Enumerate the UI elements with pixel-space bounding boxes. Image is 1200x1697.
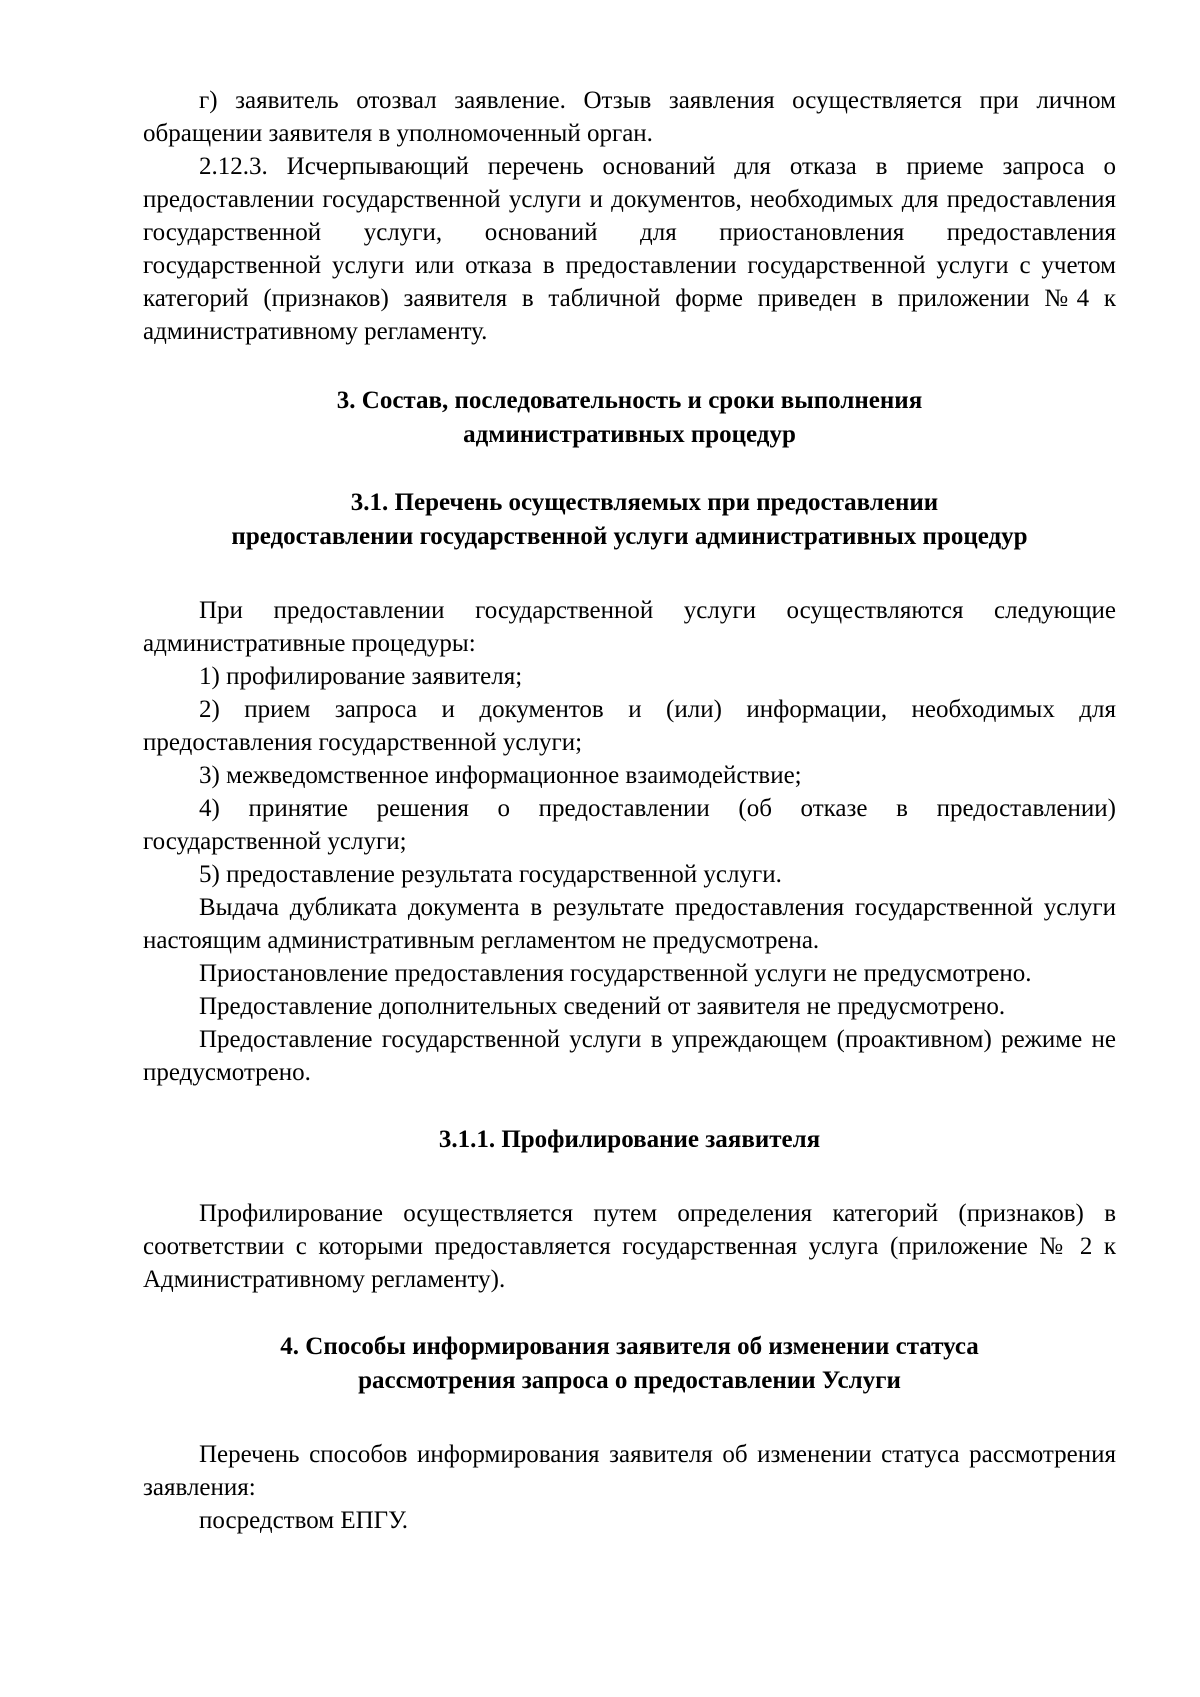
heading-section-3-1-line2: предоставлении государственной услуги административных процедур xyxy=(231,523,1028,550)
paragraph-suspension: Приостановление предоставления государственной услуги не предусмотрено. xyxy=(199,960,1032,987)
paragraph-duplicate: Выдача дубликата документа в результате предоставления государственной услуги настоящим административным регламентом не предусмотрена. xyxy=(143,894,1116,954)
paragraph-proactive: Предоставление государственной услуги в упреждающем (проактивном) режиме не предусмотрено. xyxy=(143,1026,1116,1086)
heading-section-3-1-line1: 3.1. Перечень осуществляемых при предоставлении xyxy=(350,489,939,516)
heading-section-3-1 xyxy=(143,486,1116,554)
list-item-procedure-3: 3) межведомственное информационное взаимодействие; xyxy=(199,762,802,789)
heading-section-3-1-1: 3.1.1. Профилирование заявителя xyxy=(438,1126,821,1153)
paragraph-additional-info: Предоставление дополнительных сведений от заявителя не предусмотрено. xyxy=(199,993,1006,1020)
heading-section-3-line2: административных процедур xyxy=(463,421,796,448)
paragraph-profiling: Профилирование осуществляется путем определения категорий (признаков) в соответствии с которыми предоставляется государственная услуга (приложение № 2 к Административному регламенту). xyxy=(143,1200,1116,1293)
list-item-procedure-1: 1) профилирование заявителя; xyxy=(199,663,523,690)
paragraph-procedures-intro: При предоставлении государственной услуги осуществляются следующие административные процедуры: xyxy=(143,597,1116,657)
heading-section-3-line1: 3. Состав, последовательность и сроки выполнения xyxy=(336,387,923,414)
list-item-epgu: посредством ЕПГУ. xyxy=(199,1507,408,1534)
list-item-procedure-2: 2) прием запроса и документов и (или) информации, необходимых для предоставления государственной услуги; xyxy=(143,696,1116,756)
list-item-procedure-4: 4) принятие решения о предоставлении (об отказе в предоставлении) государственной услуги; xyxy=(143,795,1116,855)
paragraph-status-intro: Перечень способов информирования заявителя об изменении статуса рассмотрения заявления: xyxy=(143,1441,1116,1501)
heading-section-4-line1: 4. Способы информирования заявителя об изменении статуса xyxy=(280,1333,979,1360)
paragraph-withdrawal: г) заявитель отозвал заявление. Отзыв заявления осуществляется при личном обращении заявителя в уполномоченный орган. xyxy=(143,87,1116,147)
document-page xyxy=(143,84,1116,1537)
paragraph-2-12-3: 2.12.3. Исчерпывающий перечень оснований для отказа в приеме запроса о предоставлении государственной услуги и документов, необходимых для предоставления государственной услуги, оснований для приостановления предоставления государственной услуги или отказа в предоставлении государственной услуги с учетом категорий (признаков) заявителя в табличной форме приведен в приложении №4 к административному регламенту. xyxy=(143,153,1116,345)
list-item-procedure-5: 5) предоставление результата государственной услуги. xyxy=(199,861,782,888)
heading-section-4 xyxy=(143,1330,1116,1398)
heading-section-4-line2: рассмотрения запроса о предоставлении Услуги xyxy=(358,1367,901,1394)
heading-section-3 xyxy=(143,384,1116,452)
